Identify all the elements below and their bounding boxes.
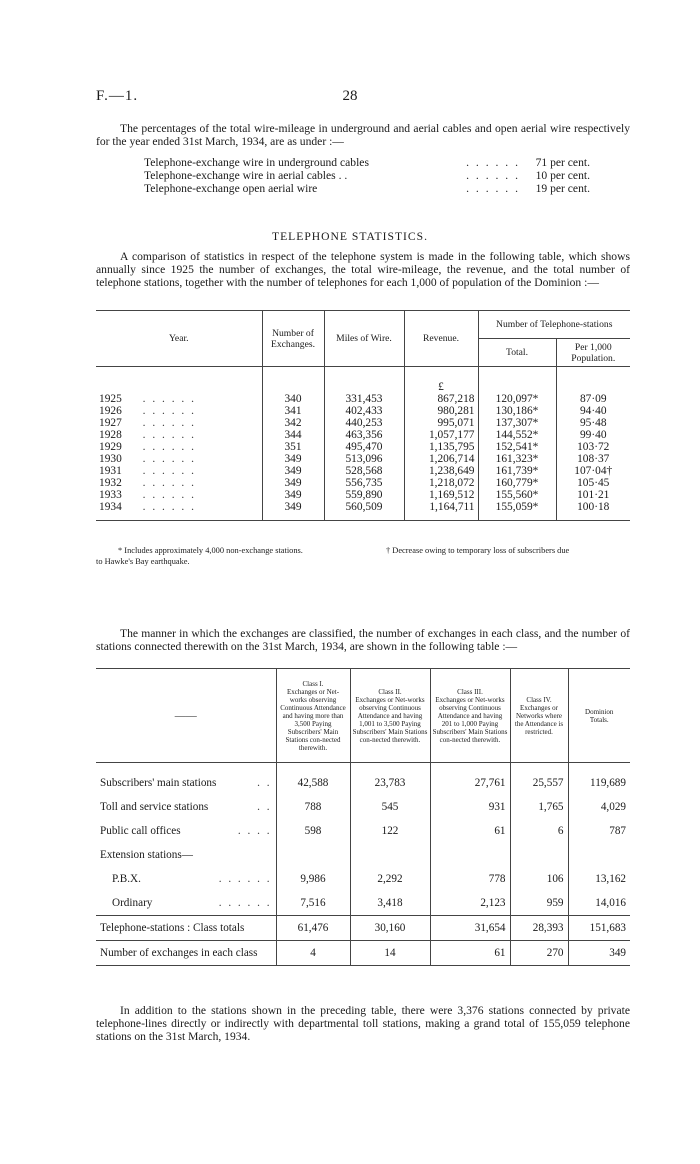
per-1000-cell: 100·18 xyxy=(556,501,630,513)
year-cell: 1927 xyxy=(99,416,122,429)
year-cell: 1932 xyxy=(99,476,122,489)
per-1000-cell: 107·04† xyxy=(556,465,630,477)
year-cell: 1928 xyxy=(99,428,122,441)
footnote-b-continued: to Hawke's Bay earthquake. xyxy=(96,557,190,566)
leader-dots: . . . . . . xyxy=(466,156,520,169)
year-cell: 1933 xyxy=(99,488,122,501)
exchanges-cell: 342 xyxy=(262,417,324,429)
leader-dots: . . . . . . xyxy=(142,476,196,489)
class-title: Class IV. xyxy=(526,695,552,704)
total-cell: 144,552* xyxy=(478,429,556,441)
leader-dots: . . . . . . xyxy=(142,488,196,501)
total-cell: 120,097* xyxy=(478,393,556,405)
row-label: Telephone-stations : Class totals xyxy=(100,922,245,934)
class-1-cell: 788 xyxy=(276,795,350,819)
leader-dots: . . . . . . xyxy=(142,452,196,465)
miles-cell: 556,735 xyxy=(324,477,404,489)
revenue-cell: 980,281 xyxy=(404,405,478,417)
leader-dots: . . . . . . xyxy=(142,404,196,417)
class-1-cell: 61,476 xyxy=(276,916,350,941)
revenue-cell: 1,218,072 xyxy=(404,477,478,489)
totals-cell: 119,689 xyxy=(568,771,630,795)
miles-cell: 495,470 xyxy=(324,441,404,453)
class-title: Dominion xyxy=(585,707,614,716)
header-class-1 xyxy=(276,669,350,763)
class-3-cell: 778 xyxy=(430,867,510,891)
row-label: Subscribers' main stations xyxy=(100,777,217,789)
percentage-row xyxy=(144,169,604,182)
totals-cell: 151,683 xyxy=(568,916,630,941)
totals-cell: 349 xyxy=(568,941,630,966)
per-1000-cell: 103·72 xyxy=(556,441,630,453)
page-number: 28 xyxy=(342,88,358,104)
row-label: P.B.X. xyxy=(112,873,141,885)
table-row xyxy=(96,477,630,489)
table-row xyxy=(96,916,630,941)
class-description: Exchanges or Networks where the Attendance is restricted. xyxy=(514,703,564,736)
class-title: Class II. xyxy=(378,687,402,696)
revenue-cell: 1,057,177 xyxy=(404,429,478,441)
header-class-3 xyxy=(430,669,510,763)
exchanges-cell: 349 xyxy=(262,477,324,489)
leader-dots: . . . . . . xyxy=(218,873,272,885)
exchanges-cell: 344 xyxy=(262,429,324,441)
table-row xyxy=(96,891,630,916)
total-cell: 130,186* xyxy=(478,405,556,417)
table-row xyxy=(96,405,630,417)
leader-dots: . . xyxy=(257,777,272,789)
class-description: Exchanges or Net-works observing Continuous Attendance and having 201 to 1,000 Paying Subscribers' Main Stations con-nected therewith. xyxy=(432,695,508,744)
leader-dots: . . . . . . xyxy=(142,428,196,441)
class-4-cell: 1,765 xyxy=(510,795,568,819)
class-4-cell: 106 xyxy=(510,867,568,891)
header-blank: —— xyxy=(96,669,276,763)
class-1-cell: 42,588 xyxy=(276,771,350,795)
footnote-b: † Decrease owing to temporary loss of subscribers due xyxy=(386,546,570,555)
per-1000-cell: 95·48 xyxy=(556,417,630,429)
per-1000-cell: 108·37 xyxy=(556,453,630,465)
class-2-cell: 30,160 xyxy=(350,916,430,941)
class-4-cell: 959 xyxy=(510,891,568,916)
table-row xyxy=(96,501,630,513)
total-cell: 155,560* xyxy=(478,489,556,501)
document-code: F.—1. xyxy=(96,88,139,104)
leader-dots: . . . . . . xyxy=(466,182,520,195)
header-per-1000: Per 1,000 Population. xyxy=(556,339,630,367)
class-2-cell: 2,292 xyxy=(350,867,430,891)
class-title: Class III. xyxy=(457,687,483,696)
row-label: Toll and service stations xyxy=(100,801,209,813)
table-row xyxy=(96,453,630,465)
class-3-cell: 27,761 xyxy=(430,771,510,795)
class-3-cell: 61 xyxy=(430,819,510,843)
table-row xyxy=(96,489,630,501)
header-stations-group: Number of Telephone-stations xyxy=(478,311,630,339)
leader-dots: . . . . . . xyxy=(142,416,196,429)
section-title: TELEPHONE STATISTICS. xyxy=(272,230,428,243)
exchanges-cell: 340 xyxy=(262,393,324,405)
percentage-label: Telephone-exchange open aerial wire xyxy=(144,182,318,195)
class-3-cell: 2,123 xyxy=(430,891,510,916)
leader-dots: . . . . . . xyxy=(142,440,196,453)
class-3-cell: 61 xyxy=(430,941,510,966)
totals-cell: 4,029 xyxy=(568,795,630,819)
total-cell: 161,323* xyxy=(478,453,556,465)
header-class-4 xyxy=(510,669,568,763)
class-4-cell: 6 xyxy=(510,819,568,843)
exchanges-cell: 349 xyxy=(262,453,324,465)
class-description: Exchanges or Net-works observing Continuous Attendance and having 1,001 to 3,500 Paying Subscribers' Main Stations con-nected therewith. xyxy=(352,695,428,744)
revenue-cell: 995,071 xyxy=(404,417,478,429)
revenue-cell: 1,164,711 xyxy=(404,501,478,513)
class-2-cell: 122 xyxy=(350,819,430,843)
class-4-cell: 28,393 xyxy=(510,916,568,941)
header-exchanges: Number of Exchanges. xyxy=(262,311,324,367)
leader-dots: . . xyxy=(257,801,272,813)
class-4-cell: 25,557 xyxy=(510,771,568,795)
class-2-cell: 545 xyxy=(350,795,430,819)
year-cell: 1930 xyxy=(99,452,122,465)
header-total: Total. xyxy=(478,339,556,367)
class-2-cell: 23,783 xyxy=(350,771,430,795)
row-label: Ordinary xyxy=(112,897,153,909)
table-row xyxy=(96,843,630,867)
year-cell: 1926 xyxy=(99,404,122,417)
revenue-cell: 1,238,649 xyxy=(404,465,478,477)
leader-dots: . . . . xyxy=(237,825,272,837)
miles-cell: 559,890 xyxy=(324,489,404,501)
per-1000-cell: 87·09 xyxy=(556,393,630,405)
table-row xyxy=(96,867,630,891)
totals-cell: 787 xyxy=(568,819,630,843)
header-miles: Miles of Wire. xyxy=(324,311,404,367)
class-3-cell: 31,654 xyxy=(430,916,510,941)
exchanges-cell: 349 xyxy=(262,465,324,477)
revenue-cell: 867,218 xyxy=(404,393,478,405)
class-2-cell: 14 xyxy=(350,941,430,966)
exchanges-cell: 351 xyxy=(262,441,324,453)
total-cell: 160,779* xyxy=(478,477,556,489)
miles-cell: 528,568 xyxy=(324,465,404,477)
table-row xyxy=(96,417,630,429)
header-class-2 xyxy=(350,669,430,763)
exchanges-cell: 341 xyxy=(262,405,324,417)
miles-cell: 331,453 xyxy=(324,393,404,405)
total-cell: 137,307* xyxy=(478,417,556,429)
miles-cell: 560,509 xyxy=(324,501,404,513)
total-cell: 152,541* xyxy=(478,441,556,453)
class-1-cell: 9,986 xyxy=(276,867,350,891)
exchanges-cell: 349 xyxy=(262,501,324,513)
miles-cell: 440,253 xyxy=(324,417,404,429)
total-cell: 155,059* xyxy=(478,501,556,513)
miles-cell: 513,096 xyxy=(324,453,404,465)
table-row xyxy=(96,941,630,966)
table-row xyxy=(96,393,630,405)
per-1000-cell: 94·40 xyxy=(556,405,630,417)
class-3-cell: 931 xyxy=(430,795,510,819)
class-description: Exchanges or Net-works observing Continuous Attendance and having more than 3,500 Paying Subscribers' Main Stations con-nected therewith. xyxy=(280,687,346,752)
header-year: Year. xyxy=(96,311,262,367)
leader-dots: . . . . . . xyxy=(466,169,520,182)
miles-cell: 402,433 xyxy=(324,405,404,417)
year-cell: 1929 xyxy=(99,440,122,453)
revenue-cell: 1,135,795 xyxy=(404,441,478,453)
footnote-a: * Includes approximately 4,000 non-exchange stations. xyxy=(118,546,303,555)
class-title: Class I. xyxy=(302,679,324,688)
percentage-value: 19 per cent. xyxy=(535,182,590,195)
percentage-row xyxy=(144,156,604,169)
per-1000-cell: 105·45 xyxy=(556,477,630,489)
leader-dots: . . . . . . xyxy=(218,897,272,909)
year-cell: 1934 xyxy=(99,500,122,513)
percentage-row xyxy=(144,182,604,195)
class-description: Totals. xyxy=(589,715,609,724)
exchange-classes-table xyxy=(96,668,630,966)
revenue-cell: 1,169,512 xyxy=(404,489,478,501)
leader-dots: . . . . . . xyxy=(142,464,196,477)
percentage-list xyxy=(144,156,604,195)
telephone-statistics-table xyxy=(96,310,630,521)
header-dominion-totals xyxy=(568,669,630,763)
classes-paragraph: The manner in which the exchanges are classified, the number of exchanges in each class, and the number of stations connected therewith on the 31st March, 1934, are shown in the following table :— xyxy=(96,627,630,653)
row-label: Public call offices xyxy=(100,825,181,837)
percentage-label: Telephone-exchange wire in aerial cables . . xyxy=(144,169,348,182)
per-1000-cell: 99·40 xyxy=(556,429,630,441)
table-row xyxy=(96,819,630,843)
exchanges-cell: 349 xyxy=(262,489,324,501)
percentage-label: Telephone-exchange wire in underground cables xyxy=(144,156,369,169)
stats-paragraph: A comparison of statistics in respect of the telephone system is made in the following table, which shows annually since 1925 the number of exchanges, the total wire-mileage, the revenue, and the total number of telephone stations, together with the number of telephones for each 1,000 of population of the Dominion :— xyxy=(96,250,630,289)
closing-paragraph: In addition to the stations shown in the preceding table, there were 3,376 stations connected by private telephone-lines directly or indirectly with departmental toll stations, making a grand total of 155,059 telephone stations on the 31st March, 1934. xyxy=(96,1004,630,1043)
percentage-value: 10 per cent. xyxy=(535,169,590,182)
class-1-cell: 598 xyxy=(276,819,350,843)
table-row xyxy=(96,795,630,819)
intro-paragraph: The percentages of the total wire-mileage in underground and aerial cables and open aerial wire respectively for the year ended 31st March, 1934, are as under :— xyxy=(96,122,630,148)
revenue-cell: 1,206,714 xyxy=(404,453,478,465)
table-row xyxy=(96,429,630,441)
table-row xyxy=(96,441,630,453)
table-row xyxy=(96,771,630,795)
class-4-cell: 270 xyxy=(510,941,568,966)
leader-dots: . . . . . . xyxy=(142,500,196,513)
miles-cell: 463,356 xyxy=(324,429,404,441)
year-cell: 1925 xyxy=(99,392,122,405)
row-label: Number of exchanges in each class xyxy=(100,947,258,959)
leader-dots: . . . . . . xyxy=(142,392,196,405)
totals-cell: 14,016 xyxy=(568,891,630,916)
class-2-cell: 3,418 xyxy=(350,891,430,916)
class-1-cell: 7,516 xyxy=(276,891,350,916)
row-label: Extension stations— xyxy=(100,849,193,861)
table-row xyxy=(96,465,630,477)
totals-cell: 13,162 xyxy=(568,867,630,891)
currency-symbol: £ xyxy=(404,367,478,393)
class-1-cell: 4 xyxy=(276,941,350,966)
year-cell: 1931 xyxy=(99,464,122,477)
header-revenue: Revenue. xyxy=(404,311,478,367)
per-1000-cell: 101·21 xyxy=(556,489,630,501)
percentage-value: 71 per cent. xyxy=(535,156,590,169)
total-cell: 161,739* xyxy=(478,465,556,477)
